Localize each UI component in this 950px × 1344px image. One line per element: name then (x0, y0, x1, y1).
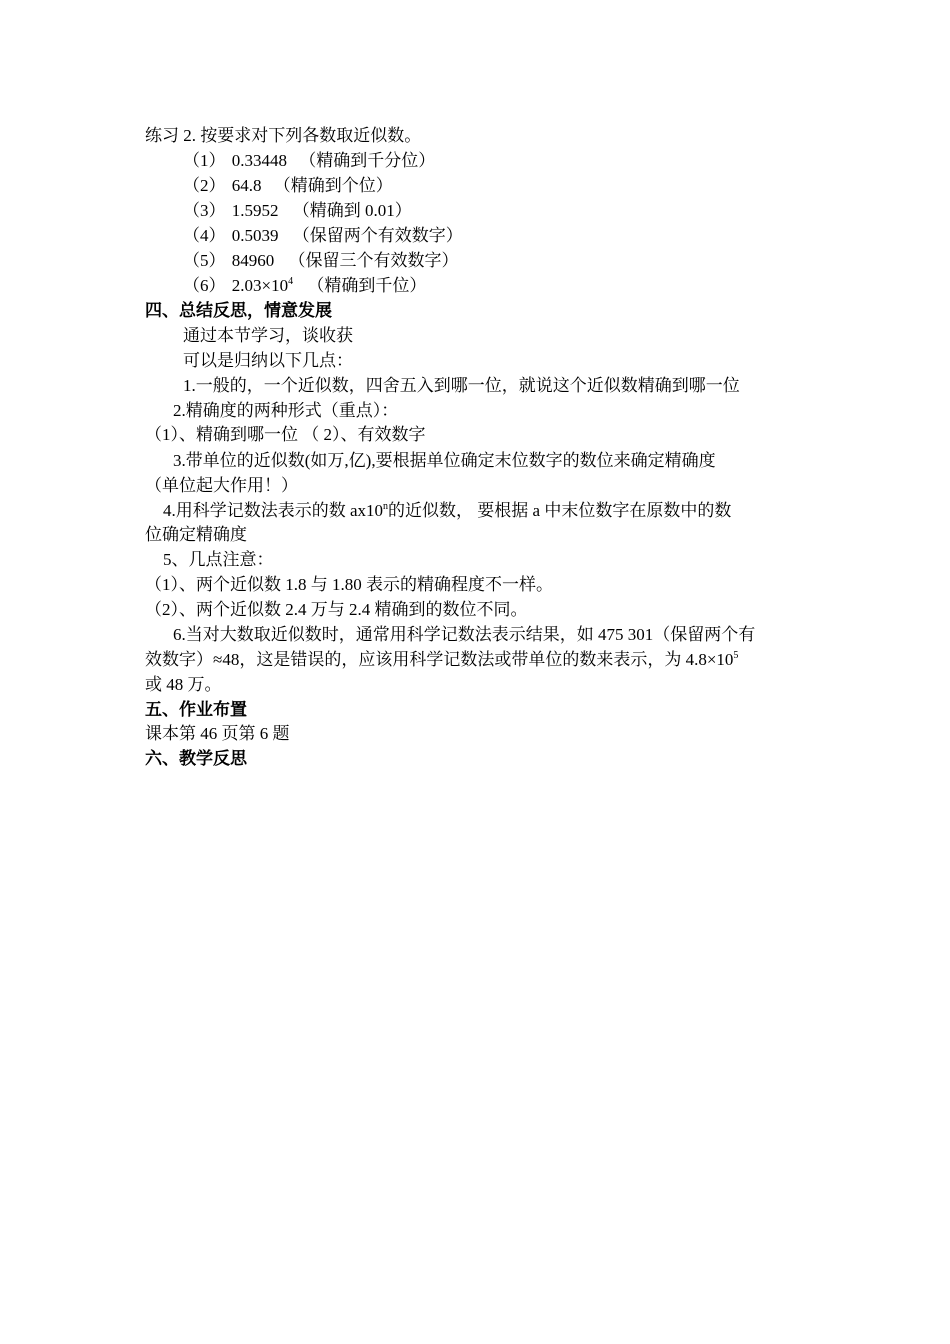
exercise-item-5 (183, 250, 459, 274)
item-requirement: （精确到 0.01） (292, 201, 412, 220)
item-number: （3） (183, 201, 226, 220)
item-value: 84960 (231, 251, 275, 270)
section4-point-5: 5、几点注意： (163, 550, 274, 569)
exercise-title: 练习 2. 按要求对下列各数取近似数。 (145, 126, 422, 145)
item-number: （1） (183, 151, 226, 170)
item-value (232, 276, 293, 295)
item-requirement: （精确到千位） (307, 276, 427, 295)
exercise-item-4 (183, 225, 463, 249)
section4-point-2-forms: （1）、精确到哪一位 （ 2）、有效数字 (145, 425, 426, 444)
item-number: （5） (183, 251, 226, 270)
exercise-item-6 (183, 275, 426, 299)
section5-heading: 五、作业布置 (145, 700, 247, 719)
exercise-item-3 (183, 200, 412, 224)
section4-note-2: （2）、两个近似数 2.4 万与 2.4 精确到的数位不同。 (145, 600, 528, 619)
item-number: （2） (183, 176, 226, 195)
item-requirement: （精确到千分位） (299, 151, 436, 170)
section4-point-3-line-2: （单位起大作用！） (145, 476, 298, 495)
section4-point-4-line-1 (163, 500, 731, 524)
exercise-item-2 (183, 175, 393, 199)
section4-point-6-line-3: 或 48 万。 (145, 675, 222, 694)
point4-text-post: 的近似数， 要根据 a 中末位数字在原数中的数 (388, 501, 732, 520)
section4-point-1: 1.一般的，一个近似数，四舍五入到哪一位，就说这个近似数精确到哪一位 (183, 376, 740, 395)
section4-note-1: （1）、两个近似数 1.8 与 1.80 表示的精确程度不一样。 (145, 575, 553, 594)
section4-intro-1: 通过本节学习，谈收获 (183, 326, 353, 345)
item-value-exponent: 4 (288, 276, 294, 287)
point6-exponent: 5 (733, 650, 739, 661)
section6-heading: 六、教学反思 (145, 749, 247, 768)
section4-point-6-line-1: 6.当对大数取近似数时，通常用科学记数法表示结果，如 475 301（保留两个有 (173, 625, 756, 644)
item-requirement: （精确到个位） (273, 176, 393, 195)
point4-text-pre: 4.用科学记数法表示的数 ax10 (163, 501, 384, 520)
item-value: 0.33448 (231, 151, 287, 170)
item-value: 0.5039 (231, 226, 279, 245)
item-requirement: （保留两个有效数字） (292, 226, 463, 245)
section4-heading: 四、总结反思，情意发展 (145, 301, 332, 320)
point6-text: 效数字）≈48，这是错误的，应该用科学记数法或带单位的数来表示，为 4.8×10 (145, 650, 734, 669)
item-value-base: 2.03×10 (231, 276, 289, 295)
exercise-item-1 (183, 150, 435, 174)
section4-intro-2: 可以是归纳以下几点： (183, 351, 353, 370)
section4-point-6-line-2 (145, 649, 738, 673)
point4-exponent: n (383, 501, 389, 512)
item-requirement: （保留三个有效数字） (288, 251, 459, 270)
section4-point-4-line-2: 位确定精确度 (145, 525, 247, 544)
section5-content: 课本第 46 页第 6 题 (145, 724, 290, 743)
item-number: （4） (183, 226, 226, 245)
section4-point-3-line-1: 3.带单位的近似数(如万,亿),要根据单位确定末位数字的数位来确定精确度 (173, 451, 716, 470)
item-value: 64.8 (231, 176, 262, 195)
section4-point-2: 2.精确度的两种形式（重点）： (173, 401, 399, 420)
item-value: 1.5952 (231, 201, 279, 220)
item-number: （6） (183, 276, 226, 295)
